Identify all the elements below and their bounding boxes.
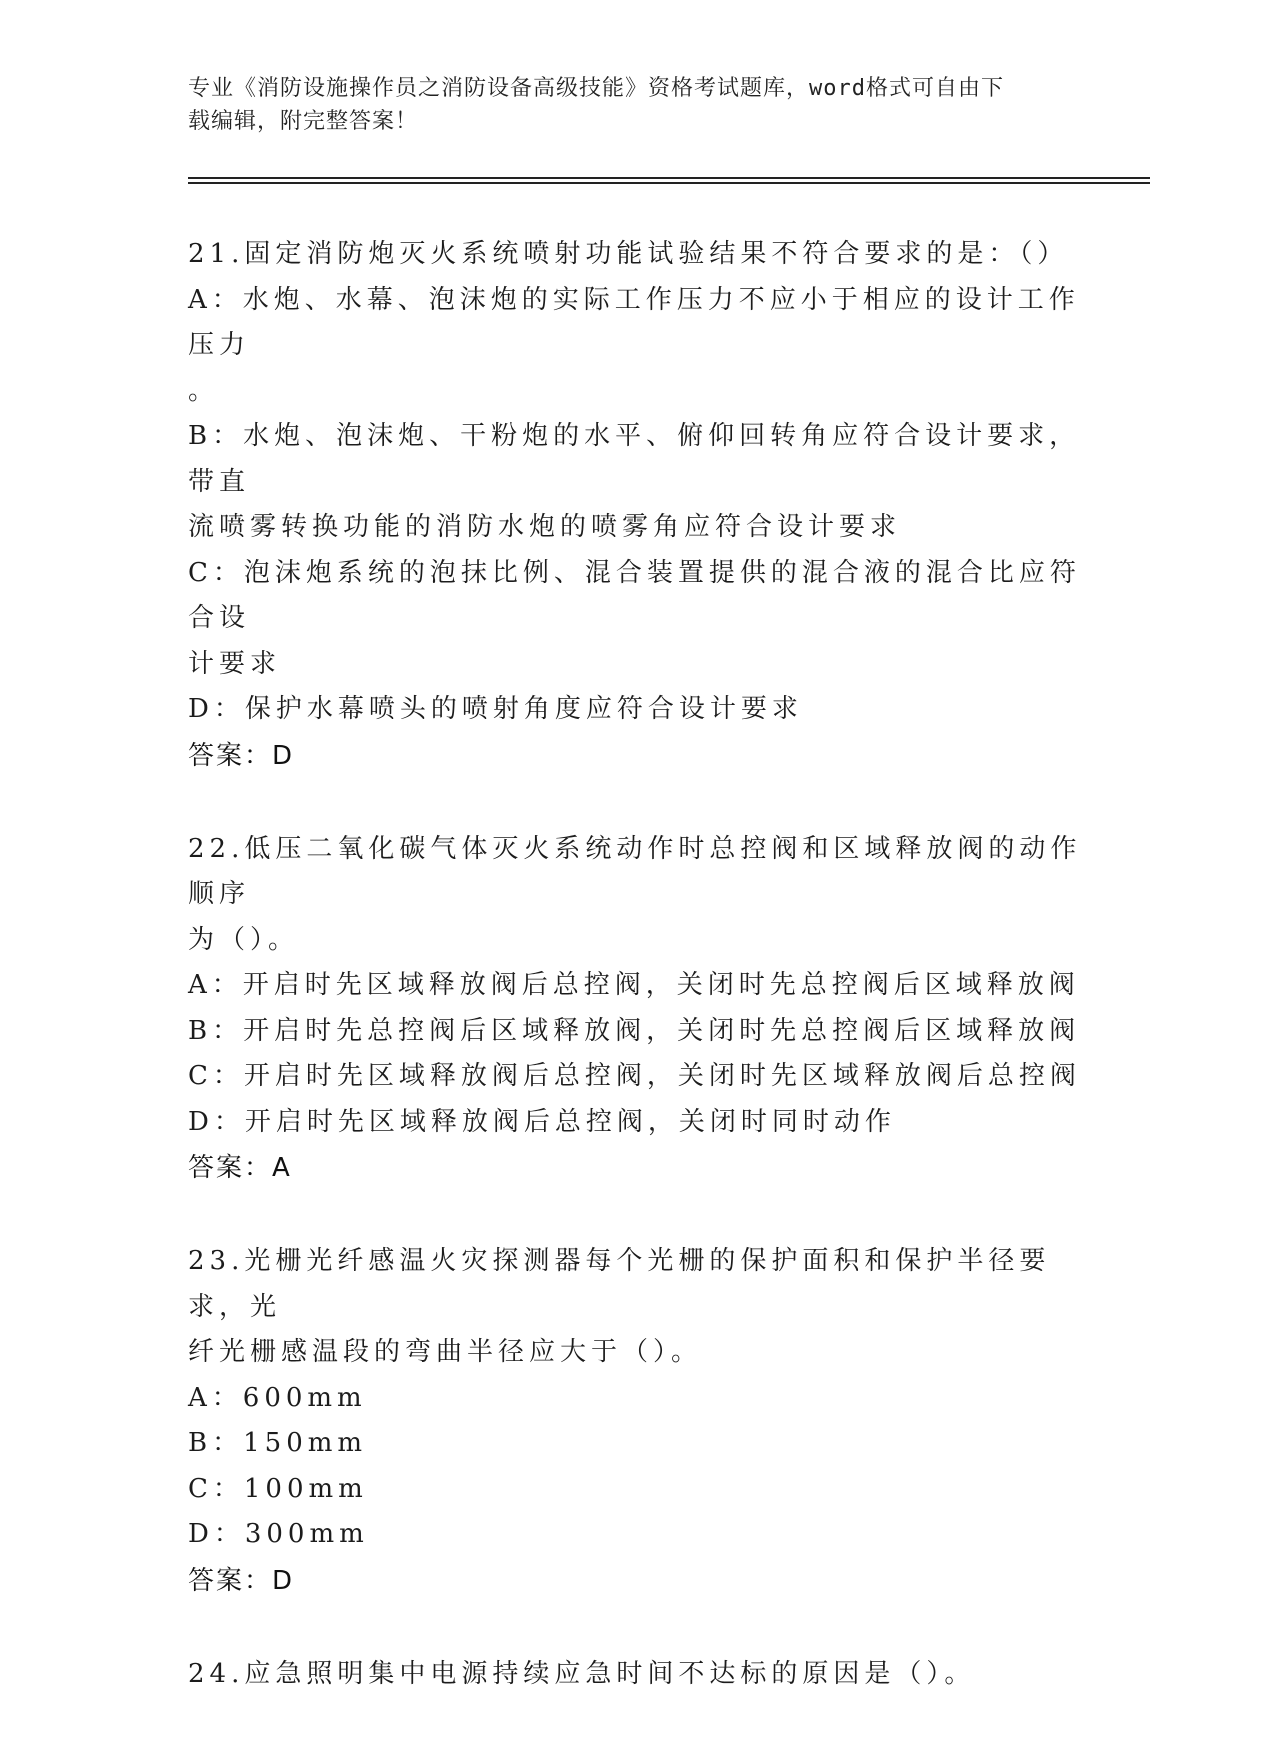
option-a-continued: 。 xyxy=(188,375,220,406)
question-24 xyxy=(188,1652,1108,1698)
option-c: C：泡沫炮系统的泡抹比例、混合装置提供的混合液的混合比应符合设 xyxy=(188,557,1081,633)
header-line-2: 载编辑，附完整答案！ xyxy=(188,109,419,134)
option-d: D：保护水幕喷头的喷射角度应符合设计要求 xyxy=(188,694,803,724)
option-c: C：开启时先区域释放阀后总控阀，关闭时先区域释放阀后总控阀 xyxy=(188,1061,1081,1091)
question-23 xyxy=(188,1239,1108,1604)
question-stem: 22.低压二氧化碳气体灭火系统动作时总控阀和区域释放阀的动作顺序 xyxy=(188,833,1082,909)
option-c-continued: 计要求 xyxy=(188,648,282,679)
question-stem: 24.应急照明集中电源持续应急时间不达标的原因是（）。 xyxy=(188,1658,976,1689)
question-stem-continued: 为（）。 xyxy=(188,924,300,955)
option-a: A：水炮、水幕、泡沫炮的实际工作压力不应小于相应的设计工作压力 xyxy=(188,284,1080,360)
question-stem: 23.光栅光纤感温火灾探测器每个光栅的保护面积和保护半径要求，光 xyxy=(188,1246,1051,1322)
option-d: D：300mm xyxy=(188,1519,369,1549)
question-stem: 21.固定消防炮灭火系统喷射功能试验结果不符合要求的是：（） xyxy=(188,239,1069,269)
answer-label: 答案：D xyxy=(188,740,295,771)
document-header xyxy=(188,72,1088,138)
option-d: D：开启时先区域释放阀后总控阀，关闭时同时动作 xyxy=(188,1106,896,1137)
answer-label: 答案：A xyxy=(188,1153,292,1183)
answer-label: 答案：D xyxy=(188,1565,295,1596)
question-stem-continued: 纤光栅感温段的弯曲半径应大于（）。 xyxy=(188,1337,703,1367)
header-divider-top xyxy=(188,177,1150,179)
option-a: A：开启时先区域释放阀后总控阀，关闭时先总控阀后区域释放阀 xyxy=(188,970,1080,1000)
option-b: B：水炮、泡沫炮、干粉炮的水平、俯仰回转角应符合设计要求，带直 xyxy=(188,421,1081,497)
header-divider-bottom xyxy=(188,182,1150,184)
question-21 xyxy=(188,232,1108,779)
option-b: B：150mm xyxy=(188,1428,368,1458)
option-b-continued: 流喷雾转换功能的消防水炮的喷雾角应符合设计要求 xyxy=(188,512,902,542)
option-b: B：开启时先总控阀后区域释放阀，关闭时先总控阀后区域释放阀 xyxy=(188,1015,1081,1046)
option-a: A：600mm xyxy=(188,1382,367,1413)
question-22 xyxy=(188,827,1108,1192)
header-line-1: 专业《消防设施操作员之消防设备高级技能》资格考试题库，word格式可自由下 xyxy=(188,76,1004,101)
option-c: C：100mm xyxy=(188,1473,368,1504)
question-list xyxy=(188,232,1108,1745)
